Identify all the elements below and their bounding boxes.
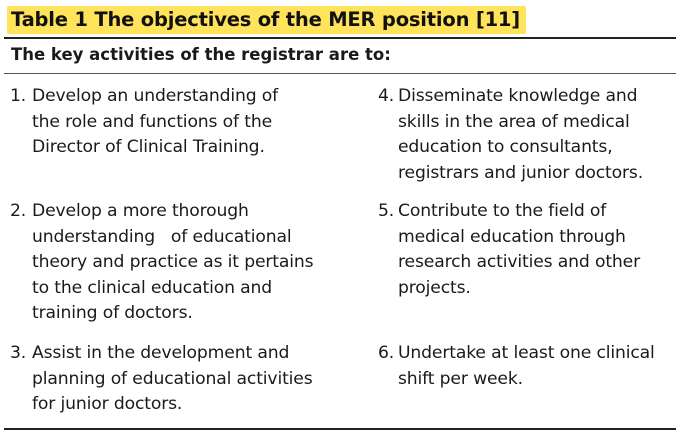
item-line: planning of educational activities xyxy=(32,368,313,389)
item-line: to the clinical education and xyxy=(32,277,273,298)
list-item-4 xyxy=(378,84,643,186)
item-number: 3. xyxy=(10,343,27,363)
item-number: 2. xyxy=(10,201,27,221)
item-line: Develop a more thorough xyxy=(32,201,249,221)
item-line: Undertake at least one clinical xyxy=(398,343,655,363)
item-number: 5. xyxy=(378,201,395,221)
item-number: 1. xyxy=(10,86,27,106)
item-line: for junior doctors. xyxy=(32,394,183,415)
top-rule xyxy=(4,37,676,39)
item-line: medical education through xyxy=(398,226,626,247)
bottom-rule xyxy=(4,428,676,430)
item-line: research activities and other xyxy=(398,252,641,273)
intro-rule xyxy=(4,73,676,74)
item-line: Develop an understanding of xyxy=(32,86,279,106)
list-item-2 xyxy=(10,199,313,327)
item-line: the role and functions of the xyxy=(32,111,273,132)
list-item-3 xyxy=(10,341,313,418)
item-line: registrars and junior doctors. xyxy=(398,162,644,183)
item-line: understanding of educational xyxy=(32,226,292,247)
item-line: Disseminate knowledge and xyxy=(398,86,638,106)
item-line: education to consultants, xyxy=(398,137,613,158)
item-line: Director of Clinical Training. xyxy=(32,137,265,158)
table-intro: The key activities of the registrar are to: xyxy=(11,45,391,64)
item-number: 4. xyxy=(378,86,395,106)
item-line: shift per week. xyxy=(398,368,523,389)
list-item-1 xyxy=(10,84,278,161)
item-line: skills in the area of medical xyxy=(398,111,630,132)
item-line: Assist in the development and xyxy=(32,343,290,363)
item-number: 6. xyxy=(378,343,395,363)
item-line: Contribute to the field of xyxy=(398,201,607,221)
list-item-6 xyxy=(378,341,655,392)
item-line: projects. xyxy=(398,277,471,298)
list-item-5 xyxy=(378,199,640,301)
table-caption: Table 1 The objectives of the MER position [11] xyxy=(7,6,526,34)
item-line: training of doctors. xyxy=(32,303,193,324)
item-line: theory and practice as it pertains xyxy=(32,252,314,273)
